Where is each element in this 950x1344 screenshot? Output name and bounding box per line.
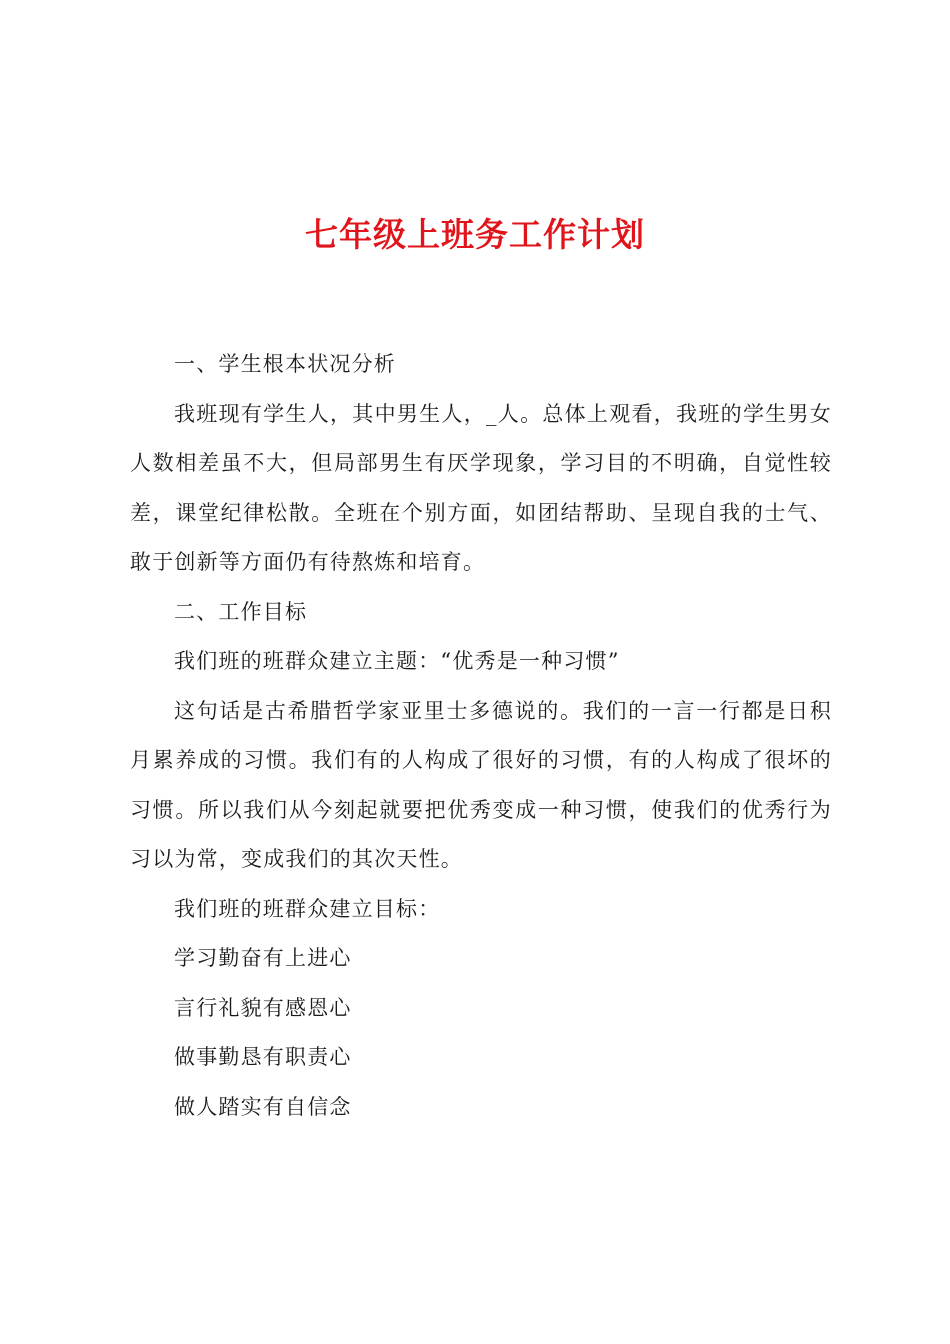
document-body (130, 340, 832, 1132)
goal-item-responsibility: 做事勤恳有职责心 (174, 1045, 352, 1069)
goal-item-manners: 言行礼貌有感恩心 (174, 995, 352, 1020)
goal-item-study: 学习勤奋有上进心 (174, 946, 352, 970)
paragraph-quote-explanation: 这句话是古希腊哲学家亚里士多德说的。我们的一言一行都是日积月累养成的习惯。我们有的人构成了很好的习惯，有的人构成了很坏的习惯。所以我们从今刻起就要把优秀变成一种习惯，使我们的优秀行为习以为常，变成我们的其次天性。 (130, 698, 832, 871)
paragraph-class-theme: 我们班的班群众建立主题：“优秀是一种习惯” (174, 649, 620, 673)
section-heading-student-analysis: 一、学生根本状况分析 (174, 352, 396, 376)
section-heading-work-goals: 二、工作目标 (174, 599, 308, 624)
paragraph-student-situation: 我班现有学生人，其中男生人，_人。总体上观看，我班的学生男女人数相差虽不大，但局部男生有厌学现象，学习目的不明确，自觉性较差，课堂纪律松散。全班在个别方面，如团结帮助、呈现自我的士气、敢于创新等方面仍有待熬炼和培育。 (130, 401, 832, 574)
document-title: 七年级上班务工作计划 (305, 215, 645, 254)
goal-item-confidence: 做人踏实有自信念 (174, 1094, 352, 1119)
paragraph-class-goals-intro: 我们班的班群众建立目标： (174, 896, 441, 921)
